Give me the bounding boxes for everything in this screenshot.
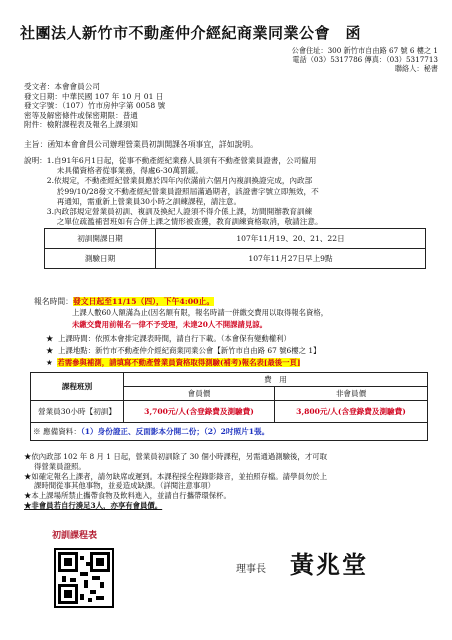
bullet-line: ★依內政部 102 年 8 月 1 日起，營業員初訓除了 30 個小時課程，另需通過測驗後，才可取 (24, 452, 327, 461)
fee-header: 費 用 (124, 373, 428, 387)
header-contact-block (292, 46, 438, 73)
chairman-label: 理事長 (236, 564, 266, 575)
note-text: 上課地點：新竹市不動產仲介經紀商業同業公會【新竹市自由路 67 號6樓之 1】 (58, 346, 321, 355)
note-text: 上課時間：依照本會排定課表時間，請自行下載。（本會保有變動權利） (58, 334, 291, 343)
course-header: 課程班別 (31, 373, 124, 401)
association-contact: 聯絡人：秘書 (394, 64, 438, 73)
chairman-name: 黃兆堂 (290, 550, 368, 579)
registration-warning: 未繳交費用前報名一律不予受理，未達20人不開課請見諒。 (72, 320, 268, 329)
required-docs-value: （1）身份證正、反面影本分開二份；（2）2吋照片1張。 (80, 427, 270, 436)
letter-title: 社團法人新竹市不動產仲介經紀商業同業公會 函 (20, 24, 362, 42)
fee-table (30, 372, 428, 441)
member-price: 3,700元/人(含登錄費及測驗費) (124, 401, 275, 423)
explanation-line: 再通知，需重新上營業員30小時之訓練課程，請注意。 (56, 196, 242, 206)
star-icon: ★ (46, 346, 54, 355)
schedule-label: 初訓開課日期 (45, 229, 156, 249)
note-text: 若需參與補測，請填寫不動產營業員資格取得測驗(補考)報名表[最後一頁] (57, 358, 301, 367)
schedule-table (44, 228, 426, 269)
registration-deadline: 發文日起至11/15（四），下午4:00止。 (72, 297, 215, 306)
registration-time (34, 296, 214, 307)
association-phone: 電話（03）5317786 傳真：（03）5317713 (292, 55, 438, 64)
letter-meta (24, 82, 165, 130)
note-makeup-exam (46, 358, 300, 368)
explanation-line: 3.內政部規定營業員初訓、複訓及換紀人證須不得介係上課，坊間開辦教育訓練 (46, 207, 313, 217)
table-row (45, 229, 426, 249)
nonmember-price: 3,800元/人(含登錄費及測驗費) (275, 401, 428, 423)
schedule-value: 107年11月19、20、21、22日 (156, 229, 426, 249)
star-icon: ★ (46, 334, 54, 343)
recipient: 受文者：本會會員公司 (24, 82, 100, 91)
bullet-line: 課時間從事其他事物，並爰造成缺課。（詳閱注意事項） (34, 481, 216, 491)
required-docs-label: ※ 應備資料： (33, 427, 81, 436)
nonmember-header: 非會員價 (275, 387, 428, 401)
attachment: 附件：檢附課程表及報名上課須知 (24, 120, 138, 130)
note-class-location (46, 346, 320, 356)
qr-code-icon[interactable] (54, 548, 114, 608)
star-icon: ★ (46, 358, 53, 367)
issue-date: 發文日期：中華民國 107 年 10 月 01 日 (24, 91, 164, 101)
bullet-line: ★本上課場所禁止攜帶食物及飲料進入，並請自行攜帶環保杯。 (24, 491, 231, 501)
note-class-time (46, 334, 291, 344)
bullet-line: ★非會員若自行湊足3人，亦享有會員價。 (24, 500, 163, 510)
member-header: 會員價 (124, 387, 275, 401)
classification: 密等及解密條件或保密期限：普通 (24, 110, 138, 120)
document-number: 發文字號：（107）竹市房仲字第 0058 號 (24, 101, 166, 111)
bullet-line: ★如確定報名上課者，請勿缺席或遲到。本課程採全程錄影錄音，並拍照存檔。請學員勿於上 (24, 471, 328, 481)
registration-label: 報名時間： (34, 297, 73, 306)
course-name: 營業員30小時【初訓】 (31, 401, 124, 423)
association-address: 公會住址：300 新竹市自由路 67 號 6 樓之 1 (291, 46, 438, 55)
required-docs (31, 423, 428, 441)
explanation-line: 2.依規定，不動產經紀營業員應於四年內依滿前六個月內複訓換證完成，內政部 (46, 176, 313, 186)
bullet-line: 得營業員證照。 (34, 461, 86, 471)
registration-capacity: 上課人數60人額滿為止(因名額有限，報名時請一併繳交費用以取得報名資格， (72, 308, 329, 317)
explanation-line: 之單位疏濫補習班如有合併上課之情形被查獲，教育訓練資格取消，敬請注意。 (56, 217, 323, 227)
bullet-notes (24, 452, 327, 511)
schedule-label: 測驗日期 (45, 249, 156, 269)
table-row (31, 401, 428, 423)
explanation-section (24, 156, 323, 227)
schedule-value: 107年11月27日早上9點 (156, 249, 426, 269)
table-row (31, 373, 428, 387)
schedule-download-link[interactable]: 初訓課程表 (52, 531, 98, 541)
explanation-label: 說明： (24, 156, 47, 165)
table-row (31, 423, 428, 441)
explanation-line: 未具備資格者從事業務，得處6-30萬罰鍰。 (56, 166, 203, 176)
explanation-line: 於99/10/28發文不動產經紀營業員證照屆滿過期者，該證書字號立即無效，不 (56, 186, 319, 196)
table-row (45, 249, 426, 269)
subject-line: 主旨：函知本會會員公司辦理營業員初訓開課各項事宜，詳如說明。 (24, 140, 258, 149)
explanation-line: 1.自91年6月1日起，從事不動產經紀業務人員須有不動產營業員證書，公司僱用 (46, 156, 317, 165)
explanation-items (47, 156, 323, 227)
